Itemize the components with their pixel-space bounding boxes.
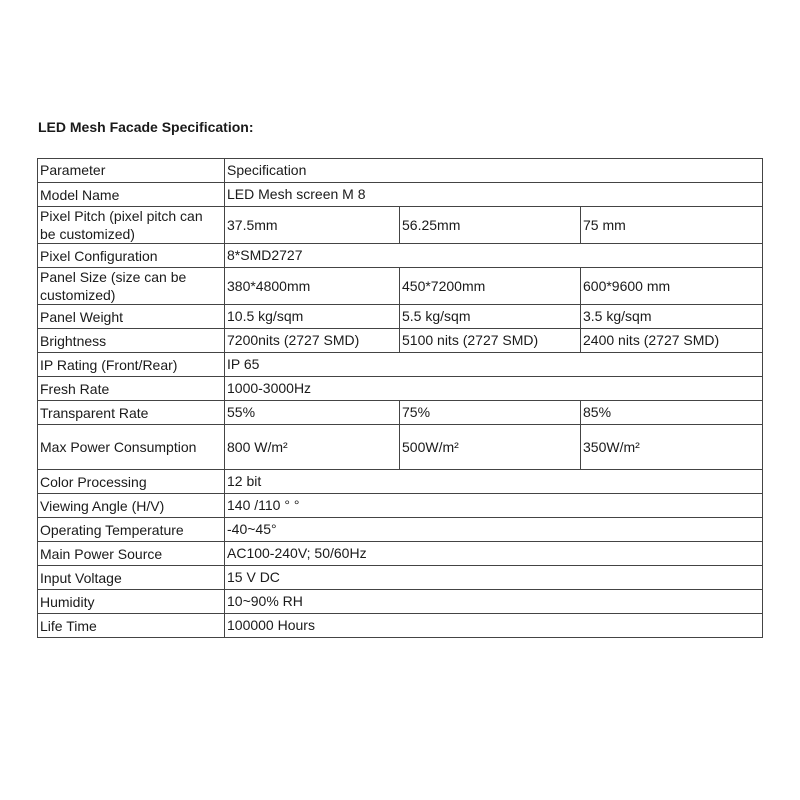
param-label: Brightness [38, 329, 225, 353]
table-row [38, 353, 763, 377]
param-label: Fresh Rate [38, 377, 225, 401]
page-title: LED Mesh Facade Specification: [38, 119, 254, 135]
spec-value: 3.5 kg/sqm [581, 305, 763, 329]
spec-value: 56.25mm [400, 207, 581, 244]
table-row [38, 518, 763, 542]
table-row [38, 425, 763, 470]
spec-value: 5100 nits (2727 SMD) [400, 329, 581, 353]
spec-value: IP 65 [225, 353, 763, 377]
param-label: Viewing Angle (H/V) [38, 494, 225, 518]
spec-value: 55% [225, 401, 400, 425]
table-header-row [38, 159, 763, 183]
table-row [38, 183, 763, 207]
spec-value: LED Mesh screen M 8 [225, 183, 763, 207]
spec-value: 10~90% RH [225, 590, 763, 614]
table-row [38, 614, 763, 638]
spec-value: -40~45° [225, 518, 763, 542]
spec-value: 75% [400, 401, 581, 425]
table-row [38, 305, 763, 329]
param-label: Color Processing [38, 470, 225, 494]
param-label: Life Time [38, 614, 225, 638]
spec-value: 350W/m² [581, 425, 763, 470]
spec-value: 5.5 kg/sqm [400, 305, 581, 329]
param-label: Input Voltage [38, 566, 225, 590]
param-label: Main Power Source [38, 542, 225, 566]
table-row [38, 470, 763, 494]
spec-value: 450*7200mm [400, 268, 581, 305]
table-row [38, 329, 763, 353]
param-label: Max Power Consumption [38, 425, 225, 470]
param-label: Panel Size (size can be customized) [38, 268, 225, 305]
spec-value: 7200nits (2727 SMD) [225, 329, 400, 353]
table-row [38, 207, 763, 244]
table-row [38, 542, 763, 566]
param-label: Transparent Rate [38, 401, 225, 425]
spec-value: 12 bit [225, 470, 763, 494]
spec-value: AC100-240V; 50/60Hz [225, 542, 763, 566]
spec-value: 75 mm [581, 207, 763, 244]
param-label: IP Rating (Front/Rear) [38, 353, 225, 377]
spec-value: 1000-3000Hz [225, 377, 763, 401]
param-label: Model Name [38, 183, 225, 207]
table-row [38, 401, 763, 425]
param-label: Operating Temperature [38, 518, 225, 542]
spec-value: 100000 Hours [225, 614, 763, 638]
spec-value: 2400 nits (2727 SMD) [581, 329, 763, 353]
param-label: Pixel Pitch (pixel pitch can be customized) [38, 207, 225, 244]
spec-value: 85% [581, 401, 763, 425]
header-parameter: Parameter [38, 159, 225, 183]
spec-value: 8*SMD2727 [225, 244, 763, 268]
header-specification: Specification [225, 159, 763, 183]
specification-table [37, 158, 763, 638]
param-label: Panel Weight [38, 305, 225, 329]
spec-value: 10.5 kg/sqm [225, 305, 400, 329]
spec-value: 37.5mm [225, 207, 400, 244]
table-row [38, 377, 763, 401]
spec-value: 140 /110 ° ° [225, 494, 763, 518]
spec-value: 380*4800mm [225, 268, 400, 305]
param-label: Humidity [38, 590, 225, 614]
table-row [38, 590, 763, 614]
spec-value: 15 V DC [225, 566, 763, 590]
table-row [38, 566, 763, 590]
table-row [38, 494, 763, 518]
spec-value: 600*9600 mm [581, 268, 763, 305]
param-label: Pixel Configuration [38, 244, 225, 268]
spec-value: 500W/m² [400, 425, 581, 470]
spec-value: 800 W/m² [225, 425, 400, 470]
table-row [38, 244, 763, 268]
table-row [38, 268, 763, 305]
